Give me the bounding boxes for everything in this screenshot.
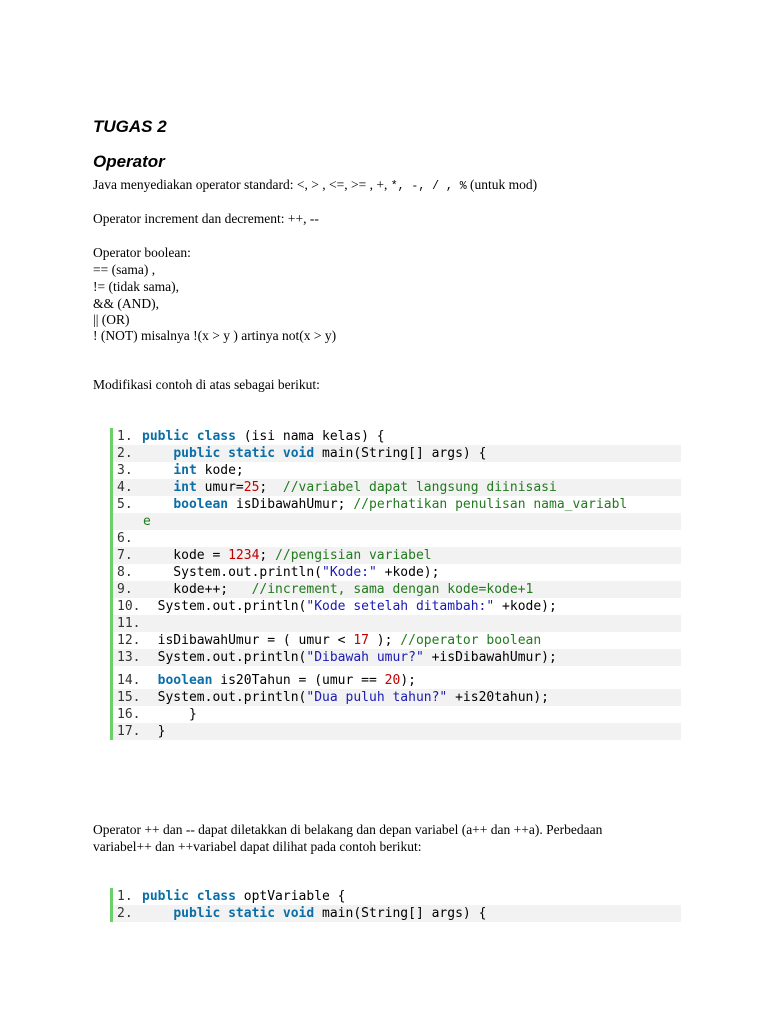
line-number: 11. <box>117 616 141 631</box>
code-line <box>113 615 681 632</box>
prefix-postfix-paragraph-line-1: Operator ++ dan -- dapat diletakkan di belakang dan depan variabel (a++ dan ++a). Perbedaan <box>93 822 603 837</box>
code-line <box>113 598 681 615</box>
code-token: int <box>173 463 205 478</box>
code-token <box>142 463 173 478</box>
para-mono-operators: *, -, / , % <box>390 180 467 193</box>
code-token: } <box>142 707 197 722</box>
code-token: public class <box>142 429 244 444</box>
page-title: TUGAS 2 <box>93 117 167 136</box>
code-token: umur= <box>204 480 244 495</box>
boolean-title: Operator boolean: <box>93 245 191 260</box>
line-number: 13. <box>117 650 141 665</box>
line-number: 2. <box>117 906 133 921</box>
boolean-line-3: && (AND), <box>93 296 159 311</box>
code-token: int <box>173 480 205 495</box>
line-number: 4. <box>117 480 133 495</box>
code-token: System.out.println( <box>142 599 307 614</box>
code-token: 1234 <box>228 548 260 563</box>
line-number: 12. <box>117 633 141 648</box>
code-token: 20 <box>384 673 401 688</box>
line-number: 1. <box>117 889 133 904</box>
code-line <box>113 672 681 689</box>
code-token: System.out.println( <box>142 565 323 580</box>
code-token: //increment, sama dengan kode=kode+1 <box>251 582 534 597</box>
boolean-line-2: != (tidak sama), <box>93 279 179 294</box>
code-token: public class <box>142 889 244 904</box>
code-token: boolean <box>173 497 236 512</box>
code-token: ); <box>400 673 416 688</box>
code-block-1 <box>110 428 681 740</box>
code-line <box>113 462 681 479</box>
code-token: } <box>142 724 166 739</box>
code-token: +is20tahun); <box>447 690 550 705</box>
code-token: //pengisian variabel <box>275 548 432 563</box>
code-line <box>113 706 681 723</box>
prefix-postfix-paragraph-line-2: variabel++ dan ++variabel dapat dilihat pada contoh berikut: <box>93 839 422 854</box>
code-line <box>113 649 681 666</box>
code-token: boolean <box>157 673 221 688</box>
increment-paragraph: Operator increment dan decrement: ++, -- <box>93 211 319 226</box>
code-token: System.out.println( <box>142 650 307 665</box>
code-token: "Kode:" <box>322 565 377 580</box>
code-line <box>113 428 681 445</box>
code-token <box>142 497 173 512</box>
code-line <box>113 564 681 581</box>
code-token: "Kode setelah ditambah:" <box>306 599 495 614</box>
code-token: (isi nama kelas) { <box>243 429 385 444</box>
code-token: System.out.println( <box>142 690 307 705</box>
code-line <box>113 513 681 530</box>
code-token: ; <box>259 548 276 563</box>
code-token: +kode); <box>376 565 440 580</box>
code-line <box>113 888 681 905</box>
code-token: public static void <box>173 906 323 921</box>
code-token: isDibawahUmur; <box>235 497 354 512</box>
line-number: 3. <box>117 463 133 478</box>
code-line <box>113 496 681 513</box>
code-line <box>113 689 681 706</box>
modification-paragraph: Modifikasi contoh di atas sebagai berikut: <box>93 377 320 392</box>
para-tail: (untuk mod) <box>466 177 538 192</box>
code-line <box>113 547 681 564</box>
code-line <box>113 445 681 462</box>
line-number: 10. <box>117 599 141 614</box>
line-number: 9. <box>117 582 133 597</box>
section-title: Operator <box>93 152 165 171</box>
code-line <box>113 905 681 922</box>
code-token: //operator boolean <box>400 633 542 648</box>
boolean-line-4: || (OR) <box>93 312 130 327</box>
line-number: 14. <box>117 673 141 688</box>
code-token: main(String[] args) { <box>322 446 487 461</box>
code-line <box>113 632 681 649</box>
code-token <box>142 480 173 495</box>
code-token: kode = <box>142 548 229 563</box>
code-token: //variabel dapat langsung diinisasi <box>282 480 557 495</box>
operator-standard-paragraph <box>93 177 537 193</box>
code-token <box>142 673 158 688</box>
code-token: 25 <box>243 480 260 495</box>
line-number: 6. <box>117 531 133 546</box>
code-line <box>113 530 681 547</box>
code-token: public static void <box>173 446 323 461</box>
code-line <box>113 479 681 496</box>
code-token: ); <box>368 633 401 648</box>
line-number: 8. <box>117 565 133 580</box>
code-token: +kode); <box>494 599 557 614</box>
code-token: "Dibawah umur?" <box>306 650 424 665</box>
code-token: kode++; <box>142 582 252 597</box>
line-number: 15. <box>117 690 141 705</box>
code-token: kode; <box>204 463 244 478</box>
code-token <box>142 906 173 921</box>
line-number: 2. <box>117 446 133 461</box>
line-number: 7. <box>117 548 133 563</box>
code-token: //perhatikan penulisan nama_variabl <box>353 497 628 512</box>
boolean-line-1: == (sama) , <box>93 262 156 277</box>
code-token: 17 <box>353 633 369 648</box>
para-text: Java menyediakan operator standard: <, > , <=, >= , +, <box>93 177 391 192</box>
code-token: is20Tahun = (umur == <box>220 673 385 688</box>
code-token: main(String[] args) { <box>322 906 487 921</box>
line-number: 16. <box>117 707 141 722</box>
line-number: 5. <box>117 497 133 512</box>
code-line <box>113 723 681 740</box>
code-token: isDibawahUmur = ( umur < <box>142 633 354 648</box>
code-token: e <box>143 514 151 529</box>
boolean-line-5: ! (NOT) misalnya !(x > y ) artinya not(x > y) <box>93 328 337 343</box>
line-number: 1. <box>117 429 133 444</box>
code-line <box>113 581 681 598</box>
code-token <box>142 446 173 461</box>
code-token: optVariable { <box>243 889 346 904</box>
code-token: ; <box>259 480 283 495</box>
code-token: +isDibawahUmur); <box>423 650 557 665</box>
line-number: 17. <box>117 724 141 739</box>
code-token: "Dua puluh tahun?" <box>306 690 448 705</box>
code-block-2 <box>110 888 681 922</box>
